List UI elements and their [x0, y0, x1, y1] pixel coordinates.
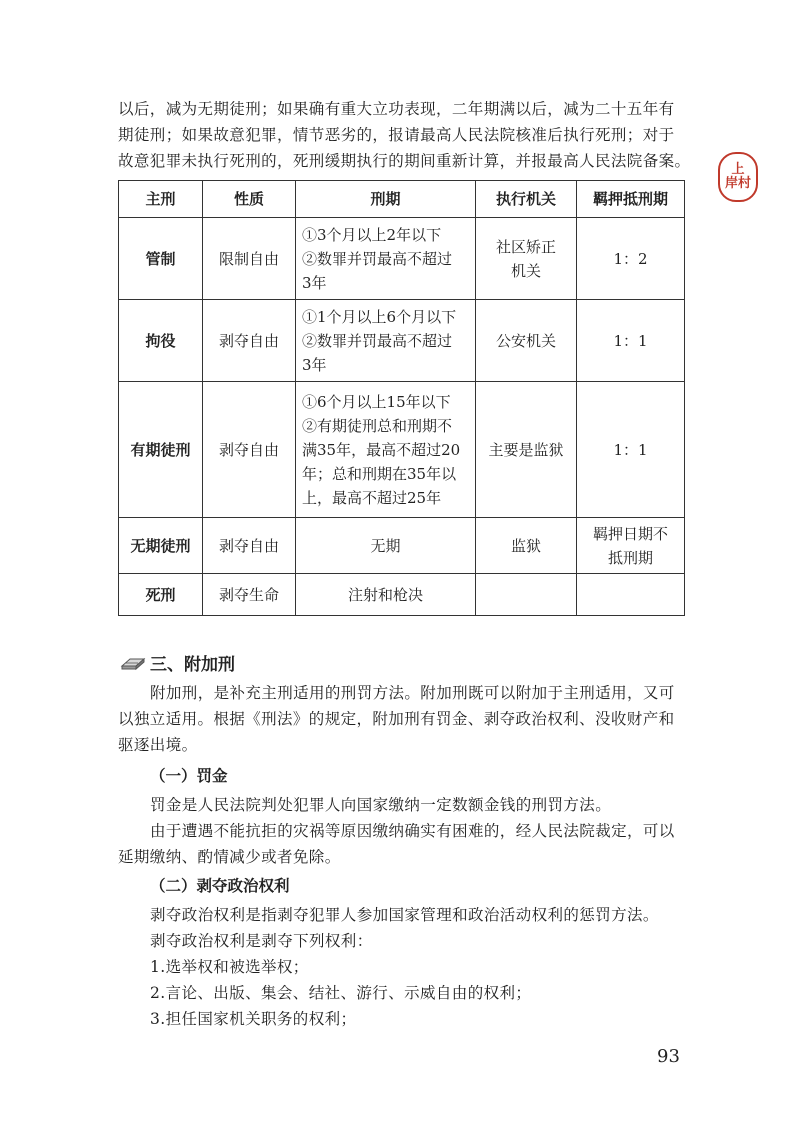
para-line: 延期缴纳、酌情减少或者免除。 — [118, 848, 341, 866]
table-row — [119, 382, 685, 518]
term-line: ②有期徒刑总和刑期不 — [302, 416, 453, 435]
para-line: 以独立适用。根据《刑法》的规定，附加刑有罚金、剥夺政治权利、没收财产和 — [118, 710, 675, 728]
fine-paragraph — [118, 792, 684, 870]
detention-offset — [577, 218, 685, 300]
agency-line: 监狱 — [510, 536, 541, 555]
intro-line: 以后，减为无期徒刑；如果确有重大立功表现，二年期满以后，减为二十五年有 — [118, 100, 675, 118]
para-line: 附加刑，是补充主刑适用的刑罚方法。附加刑既可以附加于主刑适用，又可 — [150, 684, 675, 702]
offset-line: 1：2 — [613, 249, 648, 268]
table-row — [119, 218, 685, 300]
subheading-fine: （一）罚金 — [150, 767, 228, 785]
term-line: 上，最高不超过25年 — [302, 488, 442, 507]
seal-text-bottom: 岸村 — [724, 176, 751, 191]
para-line: 罚金是人民法院判处犯罪人向国家缴纳一定数额金钱的刑罚方法。 — [150, 796, 612, 814]
page-number: 93 — [657, 1046, 680, 1067]
book-icon — [120, 655, 146, 671]
list-item: 1.选举权和被选举权； — [150, 958, 309, 976]
offset-line: 1：1 — [613, 331, 648, 350]
penalty-kind: 死刑 — [119, 574, 203, 616]
list-item: 2.言论、出版、集会、结社、游行、示威自由的权利； — [150, 984, 532, 1002]
header-cell: 性质 — [203, 181, 296, 218]
agency-line: 主要是监狱 — [488, 440, 564, 459]
header-cell: 刑期 — [296, 181, 476, 218]
penalty-kind: 有期徒刑 — [119, 382, 203, 518]
header-cell: 主刑 — [119, 181, 203, 218]
offset-line: 1：1 — [613, 440, 648, 459]
penalty-term: 无期 — [296, 518, 476, 574]
seal-text-top: 上 — [731, 162, 745, 177]
list-item: 3.担任国家机关职务的权利； — [150, 1010, 357, 1028]
penalty-nature: 剥夺生命 — [203, 574, 296, 616]
detention-offset — [577, 574, 685, 616]
offset-line: 抵刑期 — [607, 548, 653, 567]
term-line: ①3个月以上2年以下 — [302, 225, 442, 244]
table-row — [119, 518, 685, 574]
term-line: 3年 — [302, 273, 327, 292]
principal-penalty-table — [118, 180, 685, 616]
penalty-nature: 剥夺自由 — [203, 300, 296, 382]
term-line: ①1个月以上6个月以下 — [302, 307, 457, 326]
term-line: ②数罪并罚最高不超过 — [302, 249, 453, 268]
offset-line: 羁押日期不 — [592, 524, 668, 543]
intro-line: 期徒刑；如果故意犯罪，情节恶劣的，报请最高人民法院核准后执行死刑；对于 — [118, 126, 675, 144]
agency-line: 社区矫正 — [495, 237, 556, 256]
para-line: 驱逐出境。 — [118, 736, 198, 754]
intro-paragraph — [118, 96, 691, 174]
term-line: ②数罪并罚最高不超过 — [302, 331, 453, 350]
executing-agency — [476, 518, 577, 574]
executing-agency — [476, 218, 577, 300]
para-line: 剥夺政治权利是指剥夺犯罪人参加国家管理和政治活动权利的惩罚方法。 — [150, 906, 659, 924]
table-row — [119, 300, 685, 382]
detention-offset — [577, 518, 685, 574]
penalty-term: 注射和枪决 — [296, 574, 476, 616]
penalty-nature: 限制自由 — [203, 218, 296, 300]
penalty-nature: 剥夺自由 — [203, 518, 296, 574]
section-heading — [120, 650, 235, 675]
term-line: 满35年，最高不超过20 — [302, 440, 461, 459]
penalty-kind: 无期徒刑 — [119, 518, 203, 574]
detention-offset — [577, 382, 685, 518]
penalty-kind: 管制 — [119, 218, 203, 300]
table-row — [119, 574, 685, 616]
header-cell: 羁押抵刑期 — [577, 181, 685, 218]
table-header-row — [119, 181, 685, 218]
term-line: ①6个月以上15年以下 — [302, 392, 451, 411]
penalty-term — [296, 382, 476, 518]
penalty-term — [296, 218, 476, 300]
subheading-political-rights: （二）剥夺政治权利 — [150, 877, 290, 895]
para-line: 剥夺政治权利是剥夺下列权利： — [150, 932, 373, 950]
supplementary-penalty-paragraph — [118, 680, 684, 758]
detention-offset — [577, 300, 685, 382]
penalty-nature: 剥夺自由 — [203, 382, 296, 518]
executing-agency — [476, 574, 577, 616]
seal-stamp — [718, 152, 758, 202]
para-line: 由于遭遇不能抗拒的灾祸等原因缴纳确实有困难的，经人民法院裁定，可以 — [150, 822, 675, 840]
executing-agency — [476, 300, 577, 382]
penalty-term — [296, 300, 476, 382]
agency-line: 机关 — [510, 261, 541, 280]
political-rights-paragraph — [118, 902, 684, 1032]
penalty-kind: 拘役 — [119, 300, 203, 382]
section-title: 三、附加刑 — [150, 655, 235, 675]
term-line: 3年 — [302, 355, 327, 374]
term-line: 年；总和刑期在35年以 — [302, 464, 457, 483]
intro-line: 故意犯罪未执行死刑的，死刑缓期执行的期间重新计算，并报最高人民法院备案。 — [118, 152, 691, 170]
agency-line: 公安机关 — [495, 331, 556, 350]
header-cell: 执行机关 — [476, 181, 577, 218]
executing-agency — [476, 382, 577, 518]
